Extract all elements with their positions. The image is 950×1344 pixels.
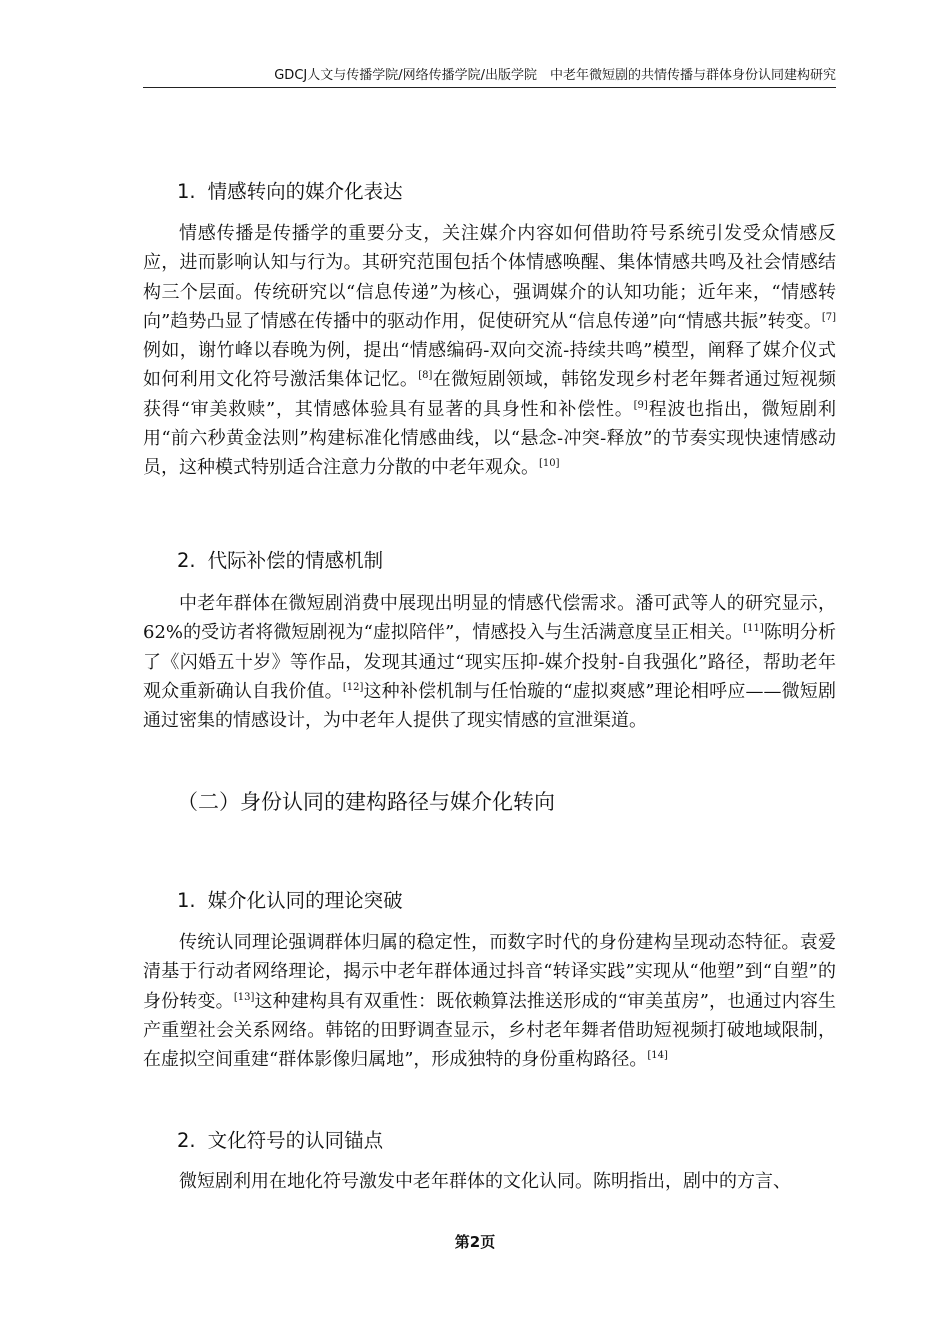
section-number: 2.: [177, 549, 196, 572]
paragraph-mediatized-identity: [143, 928, 836, 1074]
chapter-heading: （二）身份认同的建构路径与媒介化转向: [177, 790, 555, 814]
paragraph-text: 陈明分析了《闪婚五十岁》等作品，发现其通过“现实压抑-媒介投射-自我强化”路径，帮助老年观众重新确认自我价值。: [143, 622, 836, 702]
section-title: 媒介化认同的理论突破: [207, 889, 403, 912]
section-number: 2.: [177, 1129, 196, 1152]
citation-ref: [13]: [233, 991, 255, 1003]
citation-ref: [11]: [743, 623, 764, 635]
paragraph-affective-turn: [143, 219, 836, 483]
section-number: 1.: [177, 889, 196, 912]
section-title: 代际补偿的情感机制: [207, 549, 384, 572]
paragraph-text: 在微短剧领域，韩铭发现乡村老年舞者通过短视频获得“审美救赎”，其情感体验具有显著的具身性和补偿性。: [143, 369, 837, 420]
section-heading-4: [177, 1128, 383, 1154]
page-number: 第2页: [454, 1233, 496, 1251]
section-heading-1: [177, 179, 403, 205]
paragraph-text: 中老年群体在微短剧消费中展现出明显的情感代偿需求。潘可武等人的研究显示，62%的受访者将微短剧视为“虚拟陪伴”，情感投入与生活满意度呈正相关。: [143, 593, 836, 644]
citation-ref: [7]: [821, 311, 836, 323]
section-heading-2: [177, 548, 383, 574]
header-rule: [143, 87, 836, 88]
paragraph-compensation: [143, 589, 836, 735]
paragraph-text: 传统认同理论强调群体归属的稳定性，而数字时代的身份建构呈现动态特征。袁爱清基于行动者网络理论，揭示中老年群体通过抖音“转译实践”实现从“他塑”到“自塑”的身份转变。: [143, 932, 836, 1012]
section-heading-3: [177, 888, 403, 914]
section-title: 情感转向的媒介化表达: [207, 180, 403, 203]
citation-ref: [8]: [418, 370, 433, 382]
paragraph-text: 微短剧利用在地化符号激发中老年群体的文化认同。陈明指出，剧中的方言、: [179, 1171, 791, 1192]
paragraph-text: 情感传播是传播学的重要分支，关注媒介内容如何借助符号系统引发受众情感反应，进而影响认知与行为。其研究范围包括个体情感唤醒、集体情感共鸣及社会情感结构三个层面。传统研究以“信息传递”为核心，强调媒介的认知功能；近年来，“情感转向”趋势凸显了情感在传播中的驱动作用，促使研究从“信息传递”向“情感共振”转变。: [143, 223, 836, 332]
paragraph-text: 例如，谢竹峰以春晚为例，提出“情感编码-双向交流-持续共鸣”模型，阐释了媒介仪式如何利用文化符号激活集体记忆。: [143, 340, 836, 391]
citation-ref: [14]: [647, 1050, 668, 1062]
paragraph-text: 这种建构具有双重性：既依赖算法推送形成的“审美茧房”，也通过内容生产重塑社会关系网络。韩铭的田野调查显示，乡村老年舞者借助短视频打破地域限制，在虚拟空间重建“群体影像归属地”，形成独特的身份重构路径。: [143, 990, 837, 1071]
paragraph-cultural-symbols: [143, 1167, 836, 1196]
citation-ref: [10]: [539, 458, 560, 470]
citation-ref: [12]: [342, 681, 364, 693]
citation-ref: [9]: [633, 399, 648, 411]
paragraph-text: 这种补偿机制与任怡璇的“虚拟爽感”理论相呼应——微短剧通过密集的情感设计，为中老年人提供了现实情感的宣泄渠道。: [143, 680, 837, 732]
section-number: 1.: [177, 180, 196, 203]
running-header: GDCJ人文与传播学院/网络传播学院/出版学院 中老年微短剧的共情传播与群体身份认同建构研究: [274, 68, 836, 83]
section-title: 文化符号的认同锚点: [207, 1129, 384, 1152]
paragraph-text: 程波也指出，微短剧利用“前六秒黄金法则”构建标准化情感曲线，以“悬念-冲突-释放”的节奏实现快速情感动员，这种模式特别适合注意力分散的中老年观众。: [143, 398, 837, 479]
